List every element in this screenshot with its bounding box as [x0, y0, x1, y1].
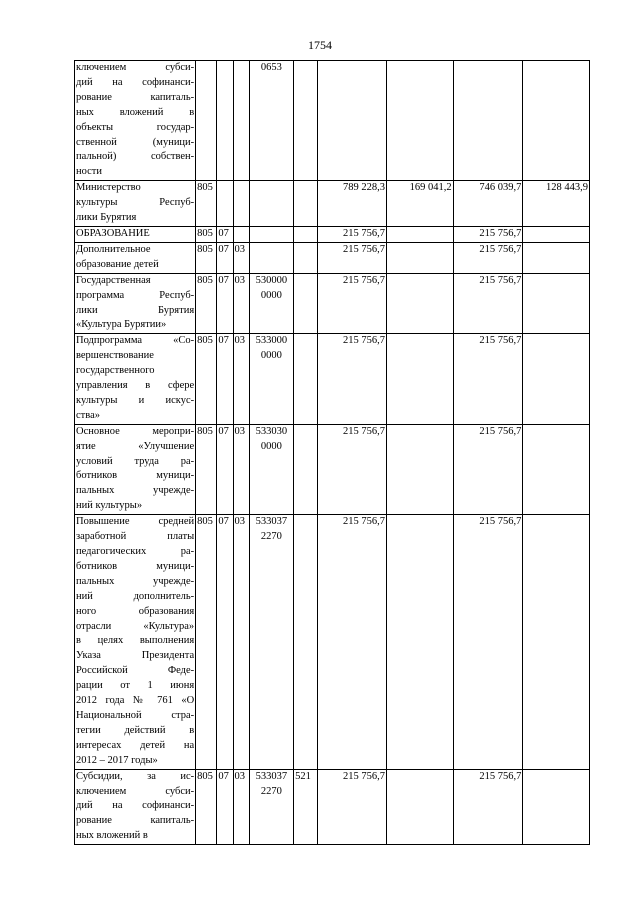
cell-csr — [249, 769, 293, 845]
cell-pr — [233, 226, 249, 242]
cell-name — [75, 334, 196, 424]
name-line: условий труда ра- — [76, 455, 195, 467]
name-line: тегии действий в — [76, 724, 195, 736]
name-line: государственного — [76, 365, 155, 377]
cell-vr — [294, 226, 318, 242]
name-line: в целях выполнения — [76, 635, 195, 647]
cell-vr — [294, 515, 318, 769]
cell-sum-3: 215 756,7 — [453, 273, 523, 334]
cell-rz: 07 — [217, 226, 233, 242]
name-line: ственной (муници- — [76, 136, 195, 148]
cell-sum-2 — [387, 226, 454, 242]
name-line: педагогических ра- — [76, 546, 195, 557]
csr-line: 530000 — [255, 274, 288, 286]
table-row — [75, 61, 590, 181]
name-line: Дополнительное — [76, 243, 151, 255]
cell-sum-1: 215 756,7 — [318, 515, 387, 769]
cell-sum-4 — [523, 334, 590, 424]
name-line: рование капиталь- — [76, 91, 195, 103]
cell-sum-1: 215 756,7 — [318, 424, 387, 514]
cell-pr: 03 — [233, 769, 249, 845]
name-line: программа Респуб- — [76, 289, 195, 301]
csr-line: 0000 — [260, 440, 282, 452]
cell-ved: 805 — [196, 181, 217, 227]
cell-ved: 805 — [196, 242, 217, 273]
table-row — [75, 769, 590, 845]
cell-rz: 07 — [217, 242, 233, 273]
name-line: «Культура Бурятии» — [76, 319, 167, 331]
cell-ved: 805 — [196, 515, 217, 769]
cell-sum-1: 789 228,3 — [318, 181, 387, 227]
table-row — [75, 515, 590, 769]
cell-sum-2 — [387, 769, 454, 845]
cell-name — [75, 515, 196, 769]
cell-ved: 805 — [196, 334, 217, 424]
name-line: ключением субси- — [76, 62, 195, 73]
cell-pr: 03 — [233, 424, 249, 514]
cell-name — [75, 424, 196, 514]
name-line: 2012 – 2017 годы» — [76, 754, 158, 766]
name-line: ключением субси- — [76, 785, 195, 797]
cell-name — [75, 273, 196, 334]
name-line: дий на софинанси- — [76, 800, 195, 812]
cell-sum-2 — [387, 334, 454, 424]
cell-sum-2: 169 041,2 — [387, 181, 454, 227]
name-line: ных вложений в — [76, 106, 195, 118]
cell-sum-2 — [387, 61, 454, 181]
name-line: лики Бурятия — [76, 304, 195, 316]
page-number: 1754 — [308, 38, 332, 52]
cell-ved: 805 — [196, 226, 217, 242]
csr-line: 533000 — [255, 335, 288, 347]
cell-ved: 805 — [196, 424, 217, 514]
cell-sum-3: 746 039,7 — [453, 181, 523, 227]
cell-csr — [249, 334, 293, 424]
table-body — [75, 61, 590, 845]
cell-pr: 03 — [233, 273, 249, 334]
cell-name — [75, 181, 196, 227]
cell-sum-2 — [387, 242, 454, 273]
name-line: ятие «Улучшение — [76, 440, 195, 452]
csr-line: 533037 — [255, 516, 288, 528]
name-line: рование капиталь- — [76, 815, 195, 827]
cell-pr: 03 — [233, 515, 249, 769]
cell-vr — [294, 242, 318, 273]
name-line: пальных учрежде- — [76, 485, 195, 497]
csr-line: 0000 — [260, 350, 282, 362]
cell-sum-3: 215 756,7 — [453, 242, 523, 273]
cell-sum-1: 215 756,7 — [318, 226, 387, 242]
table-row — [75, 226, 590, 242]
cell-rz: 07 — [217, 424, 233, 514]
name-line: Министерство — [76, 182, 141, 194]
name-line: ства» — [76, 409, 100, 421]
csr-line: 533030 — [255, 425, 288, 437]
name-line: заработной платы — [76, 531, 195, 543]
cell-pr: 03 — [233, 334, 249, 424]
name-line: вершенствование — [76, 350, 154, 362]
budget-table — [74, 60, 590, 845]
table-row — [75, 273, 590, 334]
table-row — [75, 334, 590, 424]
name-line: ботников муници- — [76, 560, 195, 572]
csr-line: 2270 — [260, 531, 282, 543]
cell-sum-1: 215 756,7 — [318, 769, 387, 845]
cell-sum-1: 215 756,7 — [318, 334, 387, 424]
name-line: Государственная — [76, 274, 151, 286]
cell-name — [75, 242, 196, 273]
name-line: ности — [76, 166, 102, 178]
csr-line: 0653 — [260, 62, 282, 73]
table-row — [75, 424, 590, 514]
cell-vr — [294, 61, 318, 181]
csr-line: 533037 — [255, 770, 288, 782]
name-line: образование детей — [76, 258, 159, 270]
cell-csr — [249, 181, 293, 227]
cell-sum-3: 215 756,7 — [453, 334, 523, 424]
name-line: ного образования — [76, 605, 195, 617]
cell-ved: 805 — [196, 273, 217, 334]
cell-sum-2 — [387, 273, 454, 334]
name-line: Указа Президента — [76, 650, 195, 662]
cell-sum-4 — [523, 273, 590, 334]
name-line: лики Бурятия — [76, 212, 137, 224]
cell-sum-2 — [387, 515, 454, 769]
name-line: Подпрограмма «Со- — [76, 335, 195, 347]
name-line: интересах детей на — [76, 739, 195, 751]
cell-rz: 07 — [217, 273, 233, 334]
cell-rz: 07 — [217, 515, 233, 769]
cell-csr — [249, 273, 293, 334]
name-line: Основное меропри- — [76, 425, 195, 437]
cell-sum-3: 215 756,7 — [453, 226, 523, 242]
name-line: пальных учрежде- — [76, 575, 195, 587]
cell-vr — [294, 273, 318, 334]
name-line: ний культуры» — [76, 500, 143, 512]
table-row — [75, 242, 590, 273]
cell-sum-3: 215 756,7 — [453, 515, 523, 769]
cell-sum-4 — [523, 242, 590, 273]
name-line: дий на софинанси- — [76, 76, 195, 88]
cell-vr: 521 — [294, 769, 318, 845]
cell-rz: 07 — [217, 769, 233, 845]
cell-ved — [196, 61, 217, 181]
cell-sum-1: 215 756,7 — [318, 242, 387, 273]
name-line: культуры и искус- — [76, 394, 195, 406]
cell-name — [75, 769, 196, 845]
cell-name — [75, 61, 196, 181]
cell-rz — [217, 181, 233, 227]
name-line: отрасли «Культура» — [76, 620, 195, 632]
name-line: пальной) собствен- — [76, 151, 195, 163]
name-line: Повышение средней — [76, 516, 195, 528]
cell-sum-3: 215 756,7 — [453, 424, 523, 514]
name-line: ботников муници- — [76, 470, 195, 482]
cell-name — [75, 226, 196, 242]
cell-pr — [233, 181, 249, 227]
cell-sum-1 — [318, 61, 387, 181]
cell-csr — [249, 242, 293, 273]
cell-sum-4 — [523, 424, 590, 514]
name-line: ных вложений в — [76, 830, 148, 842]
name-line: Национальной стра- — [76, 709, 195, 721]
cell-sum-3: 215 756,7 — [453, 769, 523, 845]
cell-vr — [294, 334, 318, 424]
name-line: Российской Феде- — [76, 665, 195, 677]
cell-pr — [233, 61, 249, 181]
cell-sum-1: 215 756,7 — [318, 273, 387, 334]
cell-sum-4: 128 443,9 — [523, 181, 590, 227]
csr-line: 2270 — [260, 785, 282, 797]
cell-csr — [249, 226, 293, 242]
name-line: ОБРАЗОВАНИЕ — [76, 227, 150, 239]
cell-vr — [294, 181, 318, 227]
cell-rz: 07 — [217, 334, 233, 424]
name-line: 2012 года № 761 «О — [76, 695, 195, 707]
name-line: управления в сфере — [76, 380, 195, 392]
name-line: объекты государ- — [76, 121, 195, 133]
cell-sum-2 — [387, 424, 454, 514]
cell-sum-3 — [453, 61, 523, 181]
cell-vr — [294, 424, 318, 514]
cell-csr — [249, 61, 293, 181]
table-row — [75, 181, 590, 227]
cell-sum-4 — [523, 769, 590, 845]
cell-sum-4 — [523, 515, 590, 769]
name-line: ний дополнитель- — [76, 590, 195, 602]
cell-sum-4 — [523, 61, 590, 181]
cell-rz — [217, 61, 233, 181]
cell-pr: 03 — [233, 242, 249, 273]
cell-csr — [249, 515, 293, 769]
cell-sum-4 — [523, 226, 590, 242]
csr-line: 0000 — [260, 289, 282, 301]
name-line: культуры Респуб- — [76, 197, 195, 209]
cell-ved: 805 — [196, 769, 217, 845]
name-line: Субсидии, за ис- — [76, 770, 195, 782]
name-line: рации от 1 июня — [76, 680, 195, 692]
cell-csr — [249, 424, 293, 514]
